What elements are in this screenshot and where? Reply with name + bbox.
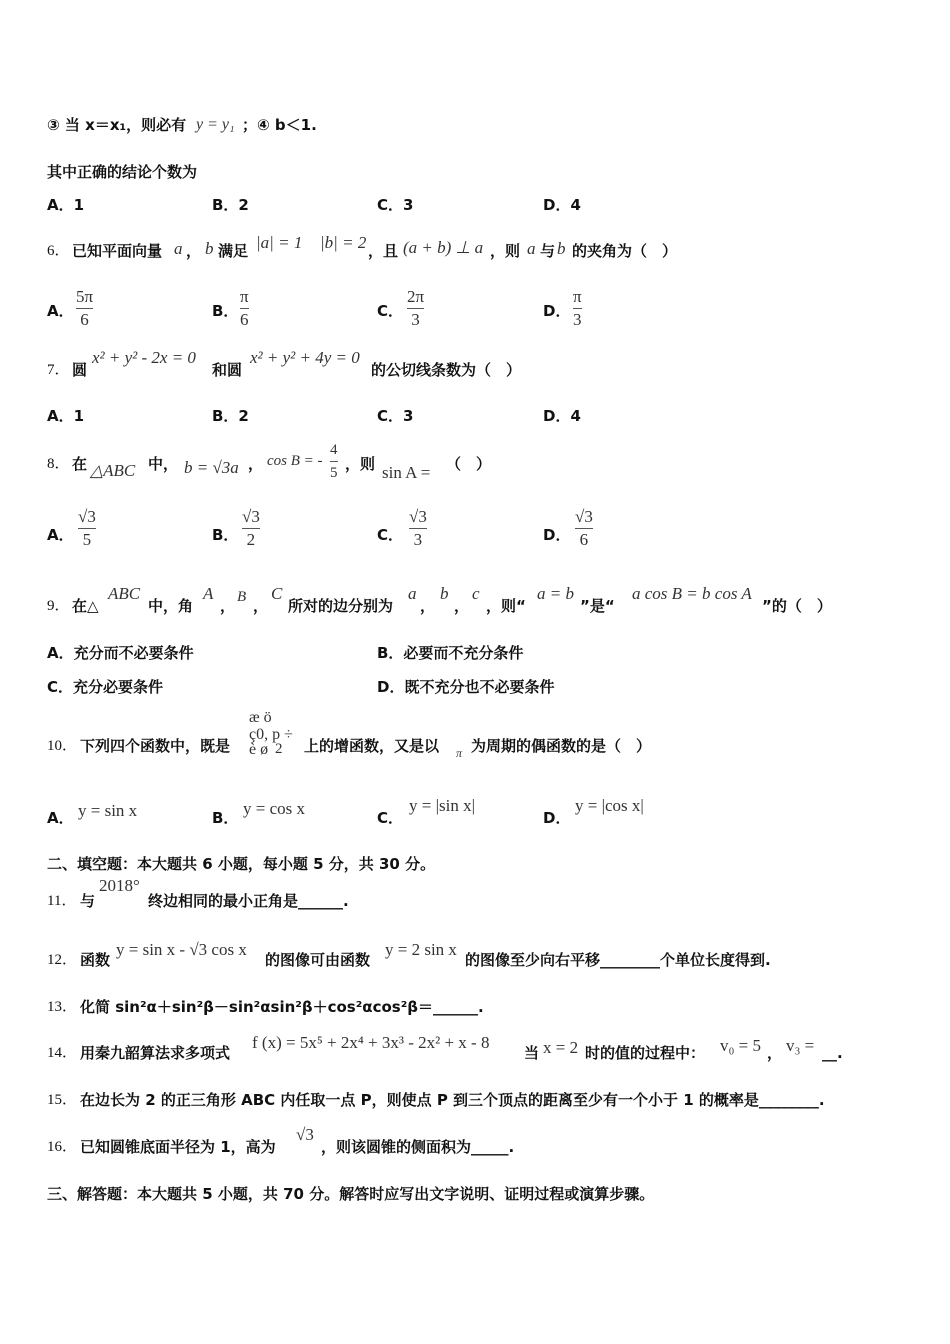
q8-text-4: （ ）: [446, 455, 492, 473]
q9-abc: ABC: [108, 584, 141, 603]
q6-abs-a: |a| = 1: [256, 233, 303, 252]
q6-vector-a-2: a: [527, 239, 536, 258]
q9-angle-a: A: [203, 584, 214, 603]
q10-option-b-label: B．: [212, 809, 239, 827]
q16-number: 16．: [47, 1139, 78, 1155]
q14-v3: v₃ =: [786, 1036, 815, 1055]
q10-option-d-expr: y = |cos x|: [575, 796, 644, 815]
q6-option-b-label: B．: [212, 302, 239, 320]
q6-text-6: 的夹角为（ ）: [572, 242, 678, 260]
q6-comma: ，: [186, 242, 202, 260]
q9-comma-3: ，: [420, 597, 436, 615]
q11-number: 11．: [47, 893, 77, 909]
q7-option-b: B．2: [212, 407, 249, 425]
q8-sin-a: sin A =: [382, 463, 431, 482]
q7-text-3: 的公切线条数为（ ）: [371, 361, 522, 379]
q9-text-4: ，则“: [486, 597, 526, 615]
q6-perp-condition: (a + b) ⊥ a: [403, 238, 484, 257]
q14-polynomial: f (x) = 5x⁵ + 2x⁴ + 3x³ - 2x² + x - 8: [252, 1033, 490, 1052]
q9-condition-2: a cos B = b cos A: [632, 584, 752, 603]
q14-v0: v₀ = 5: [720, 1036, 762, 1055]
q14-number: 14．: [47, 1045, 78, 1061]
q8-option-b-label: B．: [212, 526, 239, 544]
q6-option-b-fraction: $\frac{\pi}{6}$: [240, 287, 249, 329]
q14-text-1: 用秦九韶算法求多项式: [80, 1044, 231, 1062]
q8-option-a-fraction: $\frac{√3}{5}$: [78, 507, 96, 549]
q10-option-d-label: D．: [543, 809, 571, 827]
q15-number: 15．: [47, 1092, 78, 1108]
q9-option-d: D．既不充分也不必要条件: [377, 678, 555, 696]
q12-function-1: y = sin x - √3 cos x: [116, 940, 247, 959]
q13-text: 化简 sin²α＋sin²β－sin²αsin²β＋cos²αcos²β＝______.: [80, 998, 484, 1016]
q10-interval-den: 2: [275, 741, 283, 757]
q10-text-3: 为周期的偶函数的是（ ）: [471, 737, 652, 755]
q9-text-6: ”的（ ）: [762, 597, 832, 615]
q6-text-4: ，则: [490, 242, 521, 260]
q6-number: 6．: [47, 243, 70, 259]
q5-prompt: 其中正确的结论个数为: [47, 163, 198, 181]
q8-option-c-fraction: $\frac{√3}{3}$: [409, 507, 427, 549]
q6-option-c-label: C．: [377, 302, 404, 320]
q7-text-2: 和圆: [212, 361, 243, 379]
q9-text-3: 所对的边分别为: [288, 597, 394, 615]
q8-cos-b-fraction: $\frac{4}{5}$: [330, 439, 338, 484]
q12-number: 12．: [47, 952, 78, 968]
q10-number: 10．: [47, 738, 78, 754]
q11-angle: 2018°: [99, 876, 140, 895]
q6-option-c-fraction: $\frac{2\pi}{3}$: [407, 287, 425, 329]
q6-option-a-fraction: $\frac{5\pi}{6}$: [76, 287, 94, 329]
q7-option-d: D．4: [543, 407, 581, 425]
q10-option-c-expr: y = |sin x|: [409, 796, 475, 815]
q9-comma-2: ，: [253, 597, 269, 615]
q8-option-b-fraction: $\frac{√3}{2}$: [242, 507, 260, 549]
q8-triangle: △ABC: [90, 461, 136, 480]
section-3-heading: 三、解答题：本大题共 5 小题，共 70 分。解答时应写出文字说明、证明过程或演算步骤。: [47, 1185, 655, 1203]
q6-abs-b: |b| = 2: [320, 233, 367, 252]
q5-option-c: C．3: [377, 196, 414, 214]
q9-comma-4: ，: [454, 597, 470, 615]
q13-number: 13．: [47, 999, 78, 1015]
q12-text-1: 函数: [80, 951, 111, 969]
q9-side-c: c: [472, 584, 480, 603]
q8-cos-b: cos B = -: [267, 453, 323, 469]
q9-text-1: 在△: [72, 597, 99, 615]
q14-text-3: 时的值的过程中：: [585, 1044, 706, 1062]
q9-option-b: B．必要而不充分条件: [377, 644, 524, 662]
q10-interval-top: æ ö: [249, 709, 272, 726]
q9-side-a: a: [408, 584, 417, 603]
q10-interval-bottom: è ø: [249, 741, 269, 758]
q14-x-value: x = 2: [543, 1038, 579, 1057]
q7-text-1: 圆: [72, 361, 88, 379]
q16-height: √3: [296, 1125, 314, 1144]
q5-option-d: D．4: [543, 196, 581, 214]
q7-number: 7．: [47, 362, 70, 378]
q8-option-a-label: A．: [47, 526, 74, 544]
q9-number: 9．: [47, 598, 70, 614]
q6-vector-b: b: [205, 239, 214, 258]
q9-comma-1: ，: [220, 597, 236, 615]
q7-option-a: A．1: [47, 407, 85, 425]
q5-math-y-eq-y1: y = y₁: [196, 116, 235, 133]
q14-sep: ，: [767, 1044, 783, 1062]
q9-side-b: b: [440, 584, 449, 603]
q6-option-d-label: D．: [543, 302, 571, 320]
q16-text-1: 已知圆锥底面半径为 1，高为: [80, 1138, 276, 1156]
q8-text-1: 在: [72, 455, 88, 473]
q6-option-a-label: A．: [47, 302, 74, 320]
q8-number: 8．: [47, 456, 70, 472]
q10-option-a-label: A．: [47, 809, 74, 827]
q9-option-c: C．充分必要条件: [47, 678, 164, 696]
q14-text-2: 当: [524, 1044, 540, 1062]
q15-text: 在边长为 2 的正三角形 ABC 内任取一点 P，则使点 P 到三个顶点的距离至少有一个小于 1 的概率是________.: [80, 1091, 825, 1109]
q8-option-c-label: C．: [377, 526, 404, 544]
q6-vector-b-2: b: [557, 239, 566, 258]
q16-text-2: ，则该圆锥的侧面积为_____.: [321, 1138, 515, 1156]
q9-condition-1: a = b: [537, 584, 574, 603]
q10-interval-mid: ç0, p ÷: [249, 726, 293, 743]
q11-text-2: 终边相同的最小正角是______.: [148, 892, 349, 910]
q8-eq-b: b = √3a: [184, 458, 239, 477]
q7-circle-2: x² + y² + 4y = 0: [250, 348, 360, 367]
q14-blank: __.: [822, 1044, 843, 1062]
q10-option-b-expr: y = cos x: [243, 799, 305, 818]
q10-option-a-expr: y = sin x: [78, 801, 138, 820]
q7-option-c: C．3: [377, 407, 414, 425]
q8-text-2: 中，: [148, 455, 179, 473]
q10-text-2: 上的增函数，又是以: [304, 737, 440, 755]
q10-text-1: 下列四个函数中，既是: [80, 737, 231, 755]
q6-text-2: 满足: [218, 242, 249, 260]
q11-text-1: 与: [80, 892, 96, 910]
q6-text-5: 与: [540, 242, 556, 260]
q9-angle-b: B: [237, 589, 247, 605]
q6-text-3: ，且: [368, 242, 399, 260]
q5-option-a: A．1: [47, 196, 85, 214]
q5-option-b: B．2: [212, 196, 249, 214]
q5-statement-3: ③ 当 x＝x₁，则必有: [47, 116, 187, 134]
q5-statement-4: ；④ b＜1.: [242, 116, 317, 134]
q10-option-c-label: C．: [377, 809, 404, 827]
q7-circle-1: x² + y² - 2x = 0: [92, 348, 196, 367]
q8-sep: ，: [248, 455, 264, 473]
q6-vector-a: a: [174, 239, 183, 258]
q12-function-2: y = 2 sin x: [385, 940, 457, 959]
q9-angle-c: C: [271, 584, 283, 603]
q9-text-5: ”是“: [580, 597, 615, 615]
q9-option-a: A．充分而不必要条件: [47, 644, 194, 662]
q8-text-3: ，则: [345, 455, 376, 473]
q6-option-d-fraction: $\frac{\pi}{3}$: [573, 287, 582, 329]
q10-pi: π: [456, 746, 463, 760]
q9-text-2: 中，角: [148, 597, 194, 615]
q8-option-d-label: D．: [543, 526, 571, 544]
q12-text-3: 的图像至少向右平移________个单位长度得到.: [465, 951, 771, 969]
q12-text-2: 的图像可由函数: [265, 951, 371, 969]
section-2-heading: 二、填空题：本大题共 6 小题，每小题 5 分，共 30 分。: [47, 855, 436, 873]
q8-option-d-fraction: $\frac{√3}{6}$: [575, 507, 593, 549]
q6-text-1: 已知平面向量: [72, 242, 163, 260]
